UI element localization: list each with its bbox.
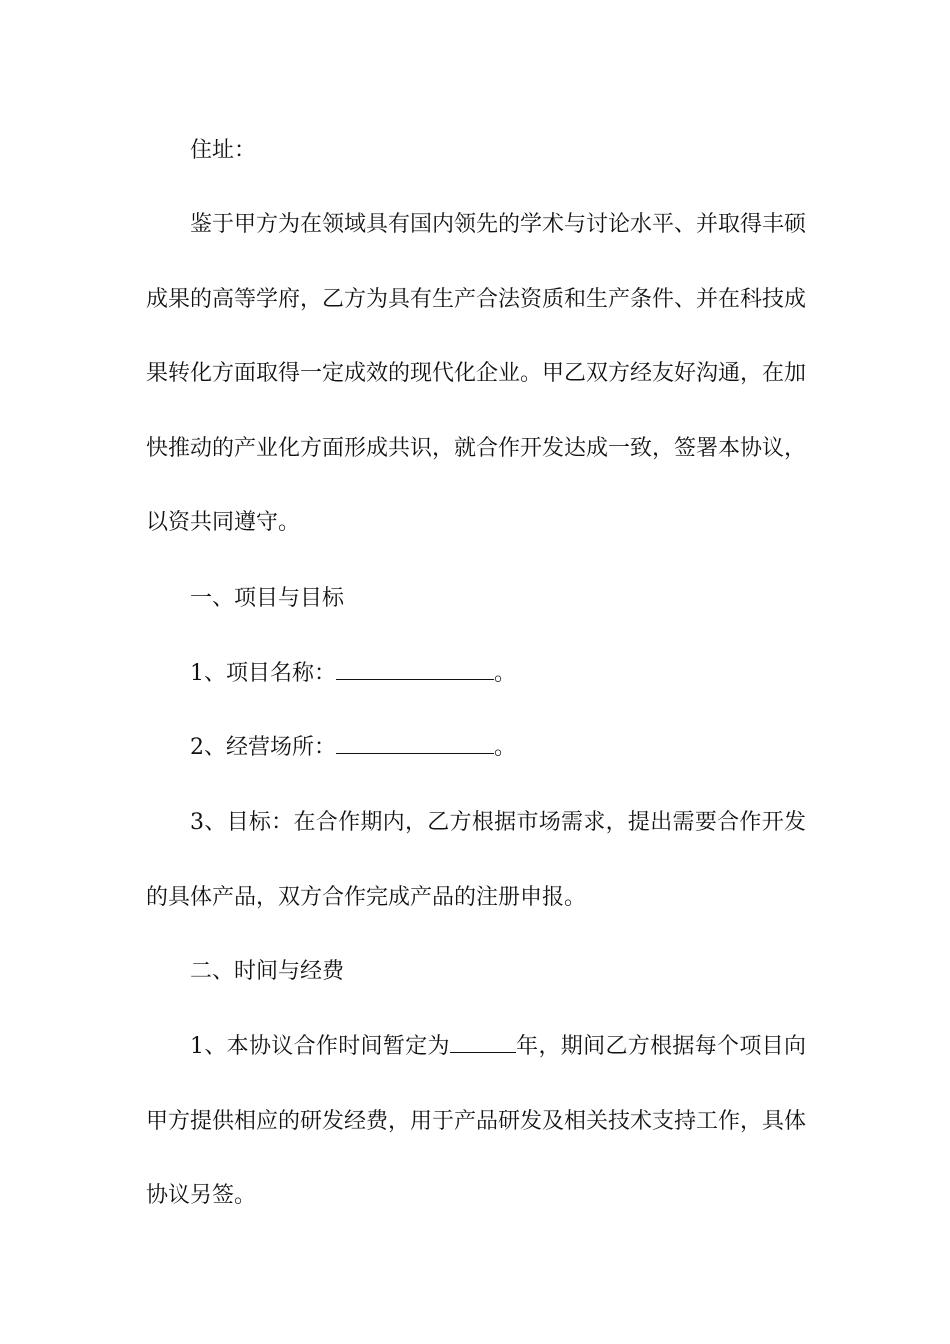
address-line — [146, 114, 806, 189]
project-name-blank — [336, 657, 494, 680]
goal-paragraph: 3、目标：在合作期内，乙方根据市场需求，提出需要合作开发的具体产品，双方合作完成产品的注册申报。 — [146, 810, 806, 910]
project-name-line — [146, 637, 806, 712]
period-years-blank — [450, 1030, 516, 1053]
project-name-end: 。 — [494, 661, 517, 686]
period-text-before: 1、本协议合作时间暂定为 — [190, 1034, 450, 1059]
period-text-after: 年，期间乙方根据每个项目向甲方提供相应的研发经费，用于产品研发及相关技术支持工作，具体协议另签。 — [146, 1034, 807, 1208]
cooperation-period-paragraph — [146, 1010, 806, 1234]
project-name-label: 1、项目名称： — [190, 661, 336, 686]
preamble-paragraph: 鉴于甲方为在领域具有国内领先的学术与讨论水平、并取得丰硕成果的高等学府，乙方为具有生产合法资质和生产条件、并在科技成果转化方面取得一定成效的现代化企业。甲乙双方经友好沟通，在加快推动的产业化方面形成共识，就合作开发达成一致，签署本协议，以资共同遵守。 — [146, 212, 807, 535]
business-location-label: 2、经营场所： — [190, 735, 336, 760]
address-label: 住址： — [190, 138, 257, 163]
business-location-blank — [336, 731, 494, 754]
business-location-end: 。 — [494, 735, 517, 760]
business-location-line — [146, 711, 806, 786]
section1-heading: 一、项目与目标 — [190, 586, 345, 611]
section2-heading: 二、时间与经费 — [190, 959, 345, 984]
